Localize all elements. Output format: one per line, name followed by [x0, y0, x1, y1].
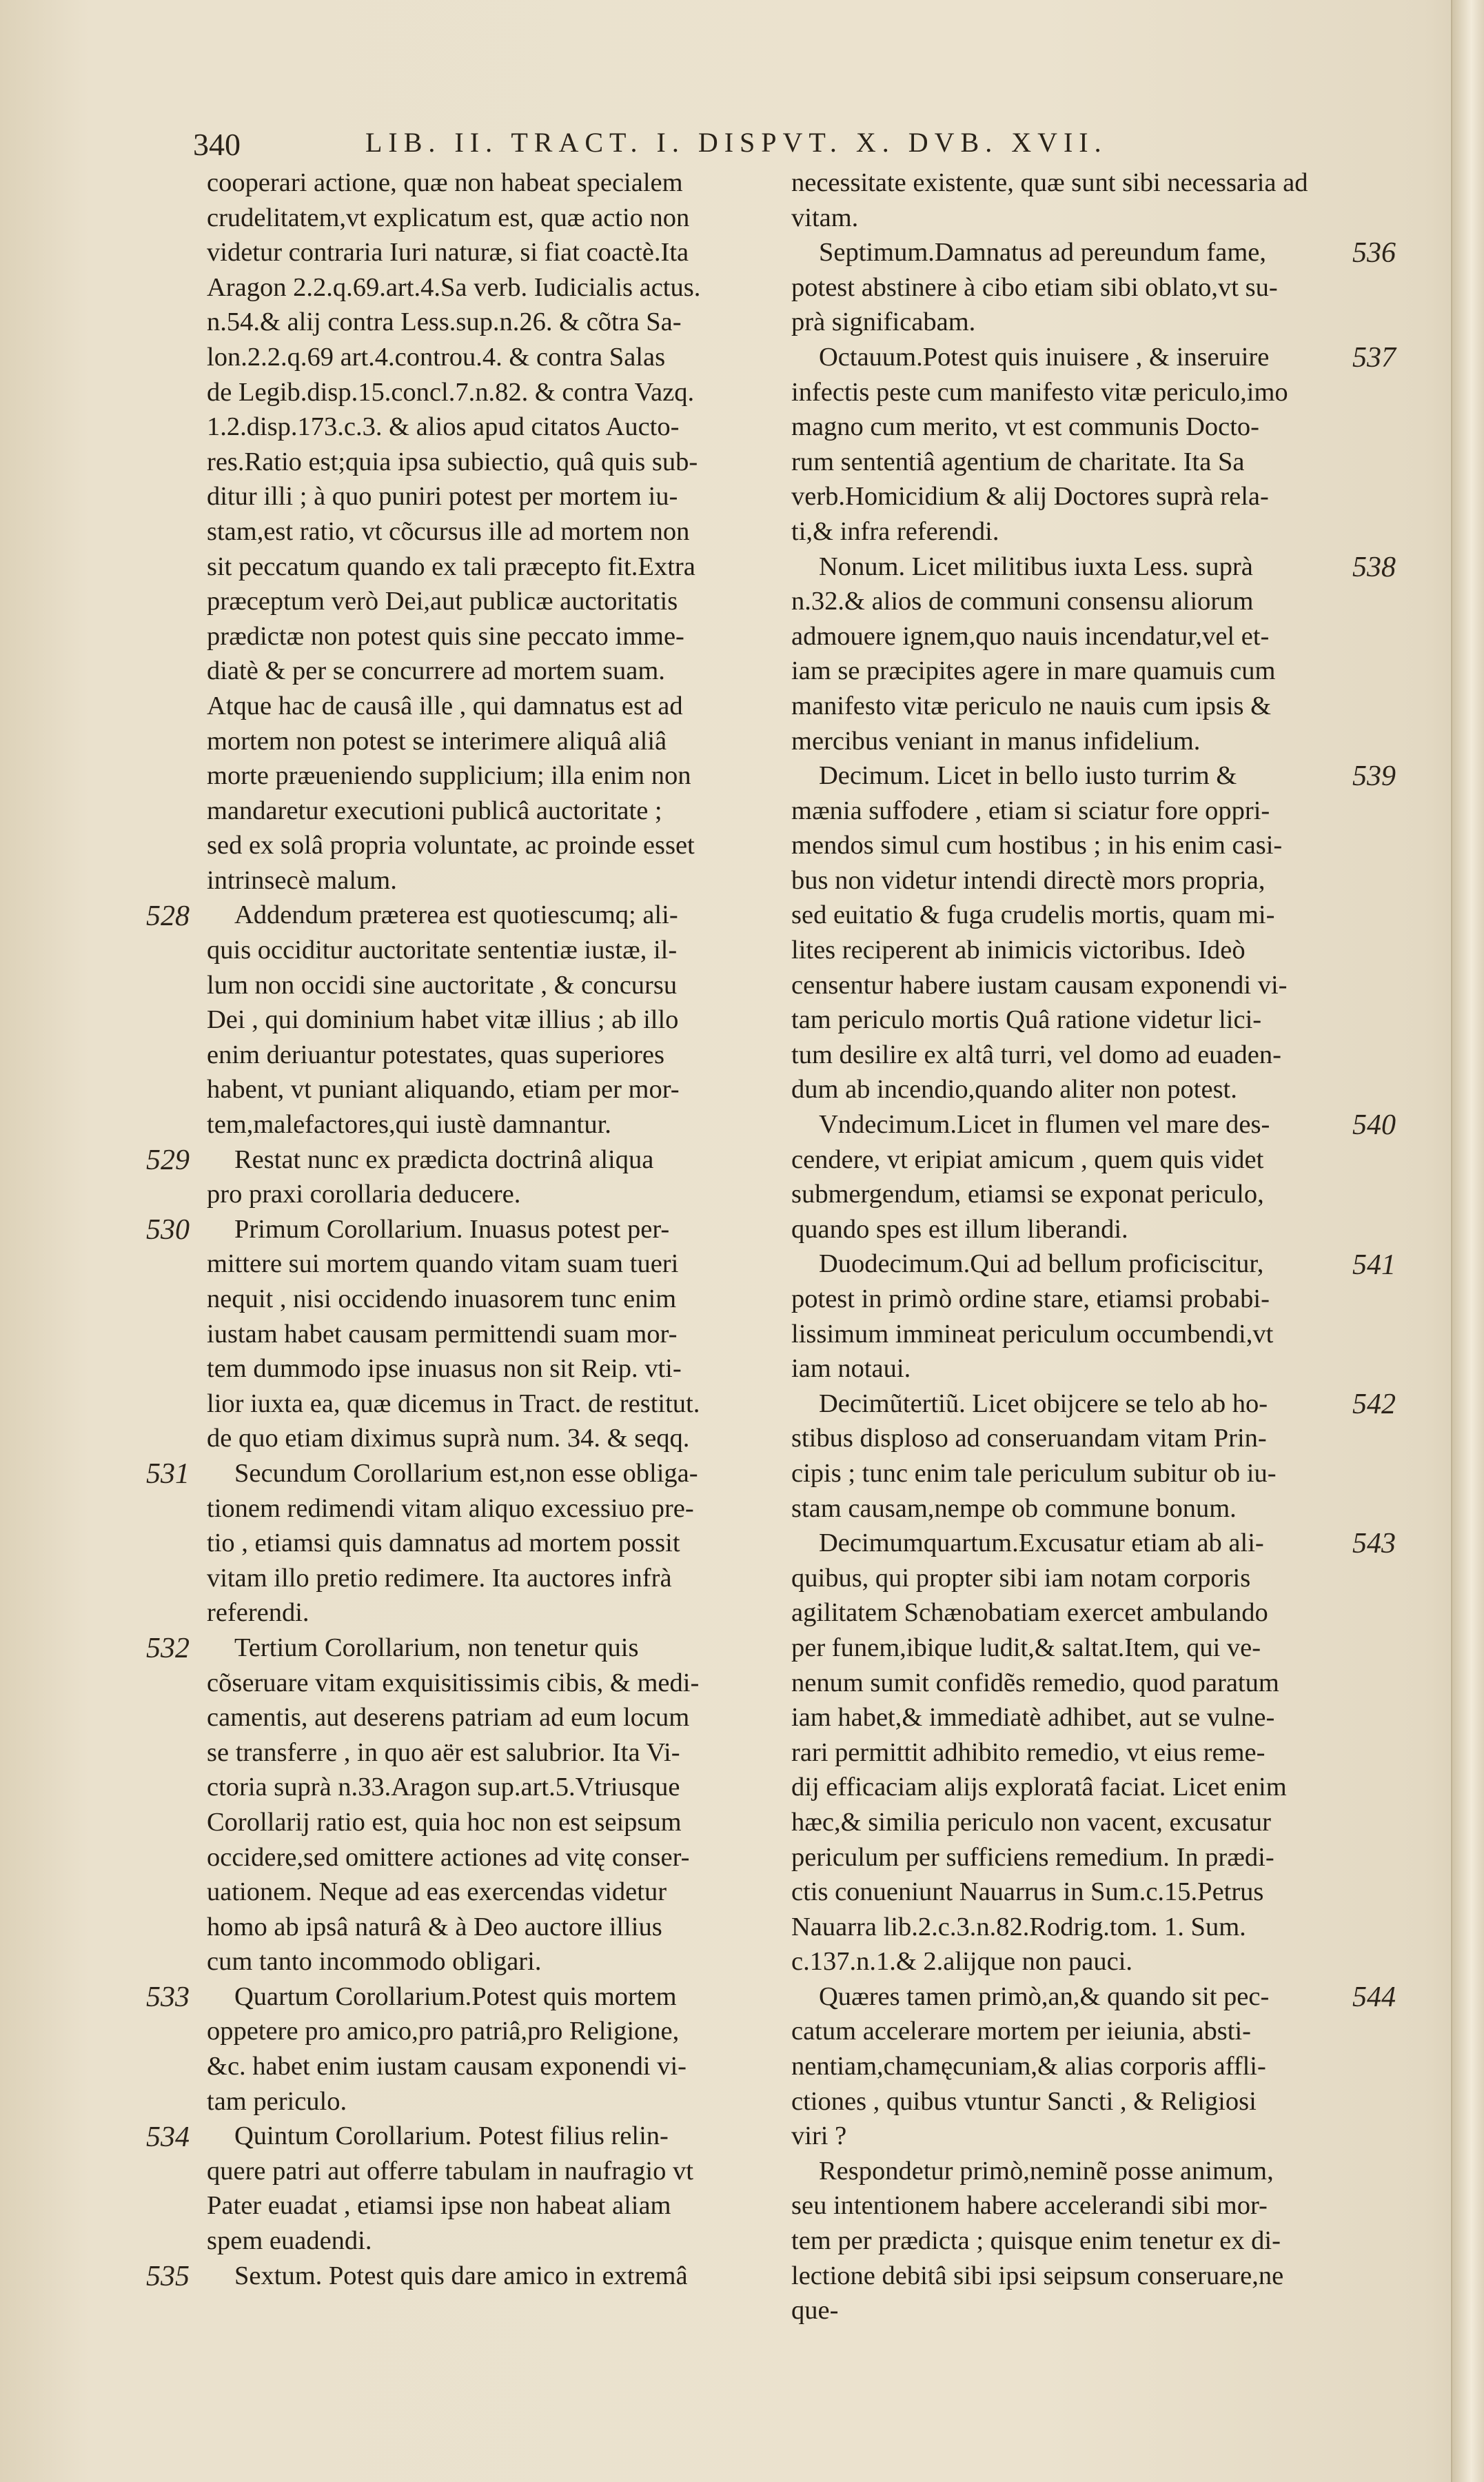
text-line: occidere,sed omittere actiones ad vitę conser-: [207, 1842, 690, 1872]
text-line: manifesto vitæ periculo ne nauis cum ipsis &: [791, 691, 1272, 720]
text-line: tem dummodo ipse inuasus non sit Reip. vti-: [207, 1354, 682, 1384]
text-line: Duodecimum.Qui ad bellum proficiscitur,: [819, 1249, 1264, 1279]
text-line: tem,malefactores,qui iustè damnantur.: [207, 1110, 611, 1140]
text-line: tam periculo mortis Quâ ratione videtur lici-: [791, 1005, 1262, 1035]
text-line: Decimum. Licet in bello iusto turrim &: [819, 761, 1237, 791]
text-line: cõseruare vitam exquisitissimis cibis, & medi-: [207, 1668, 700, 1697]
text-line: stam causam,nempe ob commune bonum.: [791, 1493, 1237, 1523]
text-line: ti,& infra referendi.: [791, 516, 999, 546]
text-line: diatè & per se concurrere ad mortem suam.: [207, 656, 665, 686]
text-line: mercibus veniant in manus infidelium.: [791, 726, 1201, 756]
right-text-column: [791, 165, 1346, 2328]
text-line: nequit , nisi occidendo inuasorem tunc enim: [207, 1284, 677, 1313]
text-line: vitam illo pretio redimere. Ita auctores infrà: [207, 1563, 672, 1593]
text-line: cendere, vt eripiat amicum , quem quis videt: [791, 1144, 1264, 1174]
text-line: Corollarij ratio est, quia hoc non est seipsum: [207, 1807, 682, 1837]
text-line: intrinsecè malum.: [207, 865, 397, 895]
text-line: mandaretur executioni publicâ auctoritate ;: [207, 796, 662, 825]
text-line: homo ab ipsâ naturâ & à Deo auctore illius: [207, 1912, 662, 1941]
text-line: potest abstinere à cibo etiam sibi oblato,vt su-: [791, 272, 1278, 302]
paragraph-number: 541: [1352, 1249, 1396, 1281]
text-line: sed euitatio & fuga crudelis mortis, quam mi-: [791, 900, 1275, 930]
text-line: iam se præcipites agere in mare quamuis cum: [791, 656, 1276, 686]
page-header: [186, 123, 1372, 171]
text-line: que-: [791, 2296, 839, 2325]
text-line: censentur habere iustam causam exponendi vi-: [791, 970, 1288, 1000]
text-line: ctiones , quibus vtuntur Sancti , & Religiosi: [791, 2086, 1257, 2116]
text-line: crudelitatem,vt explicatum est, quæ actio non: [207, 203, 690, 232]
text-line: necessitate existente, quæ sunt sibi necessaria ad: [791, 168, 1308, 197]
text-line: Pater euadat , etiamsi ipse non habeat aliam: [207, 2191, 671, 2221]
paragraph-number: 534: [146, 2121, 190, 2153]
text-line: admouere ignem,quo nauis incendatur,vel et-: [791, 621, 1270, 651]
paragraph-number: 542: [1352, 1389, 1396, 1420]
text-line: viri ?: [791, 2121, 847, 2151]
text-line: Septimum.Damnatus ad pereundum fame,: [819, 238, 1266, 268]
text-line: Quæres tamen primò,an,& quando sit pec-: [819, 1981, 1270, 2011]
text-line: bus non videtur intendi directè mors propria,: [791, 865, 1266, 895]
text-line: mittere sui mortem quando vitam suam tueri: [207, 1249, 679, 1279]
text-line: tionem redimendi vitam aliquo excessiuo pre-: [207, 1493, 694, 1523]
text-line: de Legib.disp.15.concl.7.n.82. & contra Vazq.: [207, 377, 695, 407]
text-line: ditur illi ; à quo puniri potest per mortem iu-: [207, 482, 678, 512]
text-line: Nonum. Licet militibus iuxta Less. suprà: [819, 552, 1253, 581]
text-line: hæc,& similia periculo non vacent, excusatur: [791, 1807, 1272, 1837]
text-line: lectione debitâ sibi ipsi seipsum conseruare,ne: [791, 2261, 1284, 2290]
text-line: tio , etiamsi quis damnatus ad mortem possit: [207, 1528, 680, 1558]
text-line: stam,est ratio, vt cõcursus ille ad mortem non: [207, 516, 690, 546]
text-line: lon.2.2.q.69 art.4.controu.4. & contra Salas: [207, 342, 666, 372]
text-line: se transferre , in quo aër est salubrior. Ita Vi-: [207, 1737, 680, 1767]
text-line: ctis conueniunt Nauarrus in Sum.c.15.Petrus: [791, 1877, 1264, 1907]
text-line: ctoria suprà n.33.Aragon sup.art.5.Vtriusque: [207, 1773, 680, 1802]
text-line: camentis, aut deserens patriam ad eum locum: [207, 1703, 690, 1733]
left-text-column: [207, 165, 765, 2293]
text-line: quando spes est illum liberandi.: [791, 1214, 1128, 1244]
text-line: Tertium Corollarium, non tenetur quis: [234, 1633, 639, 1662]
text-line: videtur contraria Iuri naturæ, si fiat coactè.Ita: [207, 238, 689, 268]
text-line: stibus disploso ad conseruandam vitam Prin-: [791, 1424, 1267, 1453]
text-line: Dei , qui dominium habet vitæ illius ; ab illo: [207, 1005, 679, 1035]
text-line: quibus, qui propter sibi iam notam corporis: [791, 1563, 1251, 1593]
text-line: nenum sumit confidẽs remedio, quod paratum: [791, 1668, 1279, 1697]
text-line: enim deriuantur potestates, quas superiores: [207, 1040, 664, 1069]
paragraph-number: 529: [146, 1144, 190, 1176]
text-line: agilitatem Schænobatiam exercet ambulando: [791, 1598, 1268, 1628]
text-line: seu intentionem habere accelerandi sibi mor-: [791, 2191, 1268, 2221]
text-line: 1.2.disp.173.c.3. & alios apud citatos Aucto-: [207, 412, 680, 442]
text-line: tum desilire ex altâ turri, vel domo ad euaden-: [791, 1040, 1281, 1069]
paragraph-number: 530: [146, 1214, 190, 1246]
paragraph-number: 543: [1352, 1528, 1396, 1560]
text-line: oppetere pro amico,pro patriâ,pro Religione,: [207, 2017, 680, 2046]
text-line: Primum Corollarium. Inuasus potest per-: [234, 1214, 670, 1244]
paragraph-number: 538: [1352, 551, 1396, 583]
text-line: Octauum.Potest quis inuisere , & inseruire: [819, 342, 1270, 372]
text-line: habent, vt puniant aliquando, etiam per mor-: [207, 1075, 680, 1104]
text-line: verb.Homicidium & alij Doctores suprà rela-: [791, 482, 1269, 512]
text-line: Restat nunc ex prædicta doctrinâ aliqua: [234, 1144, 654, 1174]
text-line: mænia suffodere , etiam si sciatur fore oppri-: [791, 796, 1270, 825]
text-line: per funem,ibique ludit,& saltat.Item, qui ve-: [791, 1633, 1261, 1662]
text-line: cooperari actione, quæ non habeat specialem: [207, 168, 683, 197]
text-line: Respondetur primò,neminẽ posse animum,: [819, 2156, 1274, 2186]
text-line: Nauarra lib.2.c.3.n.82.Rodrig.tom. 1. Sum.: [791, 1912, 1246, 1941]
paragraph-number: 539: [1352, 760, 1396, 793]
text-line: Vndecimum.Licet in flumen vel mare des-: [819, 1110, 1270, 1140]
text-line: submergendum, etiamsi se exponat periculo,: [791, 1180, 1264, 1209]
text-line: prà significabam.: [791, 307, 976, 337]
text-line: mendos simul cum hostibus ; in his enim casi-: [791, 831, 1283, 860]
text-line: Addendum præterea est quotiescumq; ali-: [234, 900, 678, 930]
text-line: iustam habet causam permittendi suam mor-: [207, 1319, 678, 1349]
text-line: potest in primò ordine stare, etiamsi probabi-: [791, 1284, 1270, 1313]
text-line: præceptum verò Dei,aut publicæ auctoritatis: [207, 587, 678, 616]
paragraph-number: 540: [1352, 1109, 1396, 1142]
paragraph-number: 544: [1352, 1981, 1396, 2014]
text-line: iam notaui.: [791, 1354, 911, 1384]
text-line: lior iuxta ea, quæ dicemus in Tract. de restitut.: [207, 1389, 700, 1418]
text-line: lum non occidi sine auctoritate , & concursu: [207, 970, 678, 1000]
paragraph-number: 528: [146, 900, 190, 932]
text-line: tam periculo.: [207, 2086, 347, 2116]
page-gutter-fold: [1451, 0, 1484, 2482]
text-line: morte præueniendo supplicium; illa enim non: [207, 761, 691, 791]
paragraph-number: 532: [146, 1633, 190, 1665]
text-line: Secundum Corollarium est,non esse obliga-: [234, 1458, 698, 1488]
text-line: quere patri aut offerre tabulam in naufragio vt: [207, 2156, 693, 2186]
text-line: uationem. Neque ad eas exercendas videtur: [207, 1877, 667, 1907]
text-line: catum accelerare mortem per ieiunia, absti-: [791, 2017, 1251, 2046]
text-line: mortem non potest se interimere aliquâ aliâ: [207, 726, 667, 756]
text-line: Sextum. Potest quis dare amico in extremâ: [234, 2261, 688, 2290]
paragraph-number: 535: [146, 2261, 190, 2292]
text-line: cipis ; tunc enim tale periculum subitur ob iu-: [791, 1458, 1277, 1488]
text-line: prædictæ non potest quis sine peccato imme-: [207, 621, 684, 651]
text-line: res.Ratio est;quia ipsa subiectio, quâ quis sub-: [207, 447, 698, 476]
paragraph-number: 536: [1352, 237, 1396, 270]
text-line: Aragon 2.2.q.69.art.4.Sa verb. Iudicialis actus.: [207, 272, 701, 302]
text-line: Decimumquartum.Excusatur etiam ab ali-: [819, 1528, 1264, 1558]
text-line: lites reciperent ab inimicis victoribus. Ideò: [791, 936, 1246, 965]
text-line: referendi.: [207, 1598, 309, 1628]
running-head: LIB. II. TRACT. I. DISPVT. X. DVB. XVII.: [365, 127, 1108, 158]
text-line: vitam.: [791, 203, 859, 232]
paragraph-number: 531: [146, 1458, 190, 1491]
text-line: Atque hac de causâ ille , qui damnatus est ad: [207, 691, 683, 720]
text-line: sed ex solâ propria voluntate, ac proinde esset: [207, 831, 695, 860]
text-line: quis occiditur auctoritate sententiæ iustæ, il-: [207, 936, 678, 965]
text-line: rum sententiâ agentium de charitate. Ita Sa: [791, 447, 1245, 476]
paragraph-number: 537: [1352, 342, 1396, 374]
text-line: de quo etiam diximus suprà num. 34. & seqq.: [207, 1424, 690, 1453]
paragraph-number: 533: [146, 1981, 190, 2014]
text-line: iam habet,& immediatè adhibet, aut se vulne-: [791, 1703, 1275, 1733]
text-line: spem euadendi.: [207, 2226, 372, 2256]
text-line: rari permittit adhibito remedio, vt eius reme-: [791, 1737, 1266, 1767]
text-line: cum tanto incommodo obligari.: [207, 1947, 542, 1977]
text-line: lissimum immineat periculum occumbendi,vt: [791, 1319, 1274, 1349]
page-number: 340: [193, 127, 241, 162]
text-line: nentiam,chamęcuniam,& alias corporis affli-: [791, 2052, 1266, 2081]
text-line: dum ab incendio,quando aliter non potest.: [791, 1075, 1237, 1104]
text-line: c.137.n.1.& 2.alijque non pauci.: [791, 1947, 1133, 1977]
text-line: sit peccatum quando ex tali præcepto fit.Extra: [207, 552, 695, 581]
text-line: tem per prædicta ; quisque enim tenetur ex di-: [791, 2226, 1281, 2256]
text-line: Quartum Corollarium.Potest quis mortem: [234, 1981, 677, 2011]
text-line: &c. habet enim iustam causam exponendi vi-: [207, 2052, 687, 2081]
text-line: dij efficaciam alijs exploratâ faciat. Licet enim: [791, 1773, 1287, 1802]
text-line: pro praxi corollaria deducere.: [207, 1180, 521, 1209]
text-line: Quintum Corollarium. Potest filius relin-: [234, 2121, 669, 2151]
text-line: Decimũtertiũ. Licet obijcere se telo ab ho-: [819, 1389, 1268, 1418]
text-line: n.32.& alios de communi consensu aliorum: [791, 587, 1254, 616]
text-line: magno cum merito, vt est communis Docto-: [791, 412, 1259, 442]
text-line: periculum per sufficiens remedium. In prædi-: [791, 1842, 1274, 1872]
text-line: n.54.& alij contra Less.sup.n.26. & cõtra Sa-: [207, 307, 682, 337]
text-line: infectis peste cum manifesto vitæ periculo,imo: [791, 377, 1288, 407]
